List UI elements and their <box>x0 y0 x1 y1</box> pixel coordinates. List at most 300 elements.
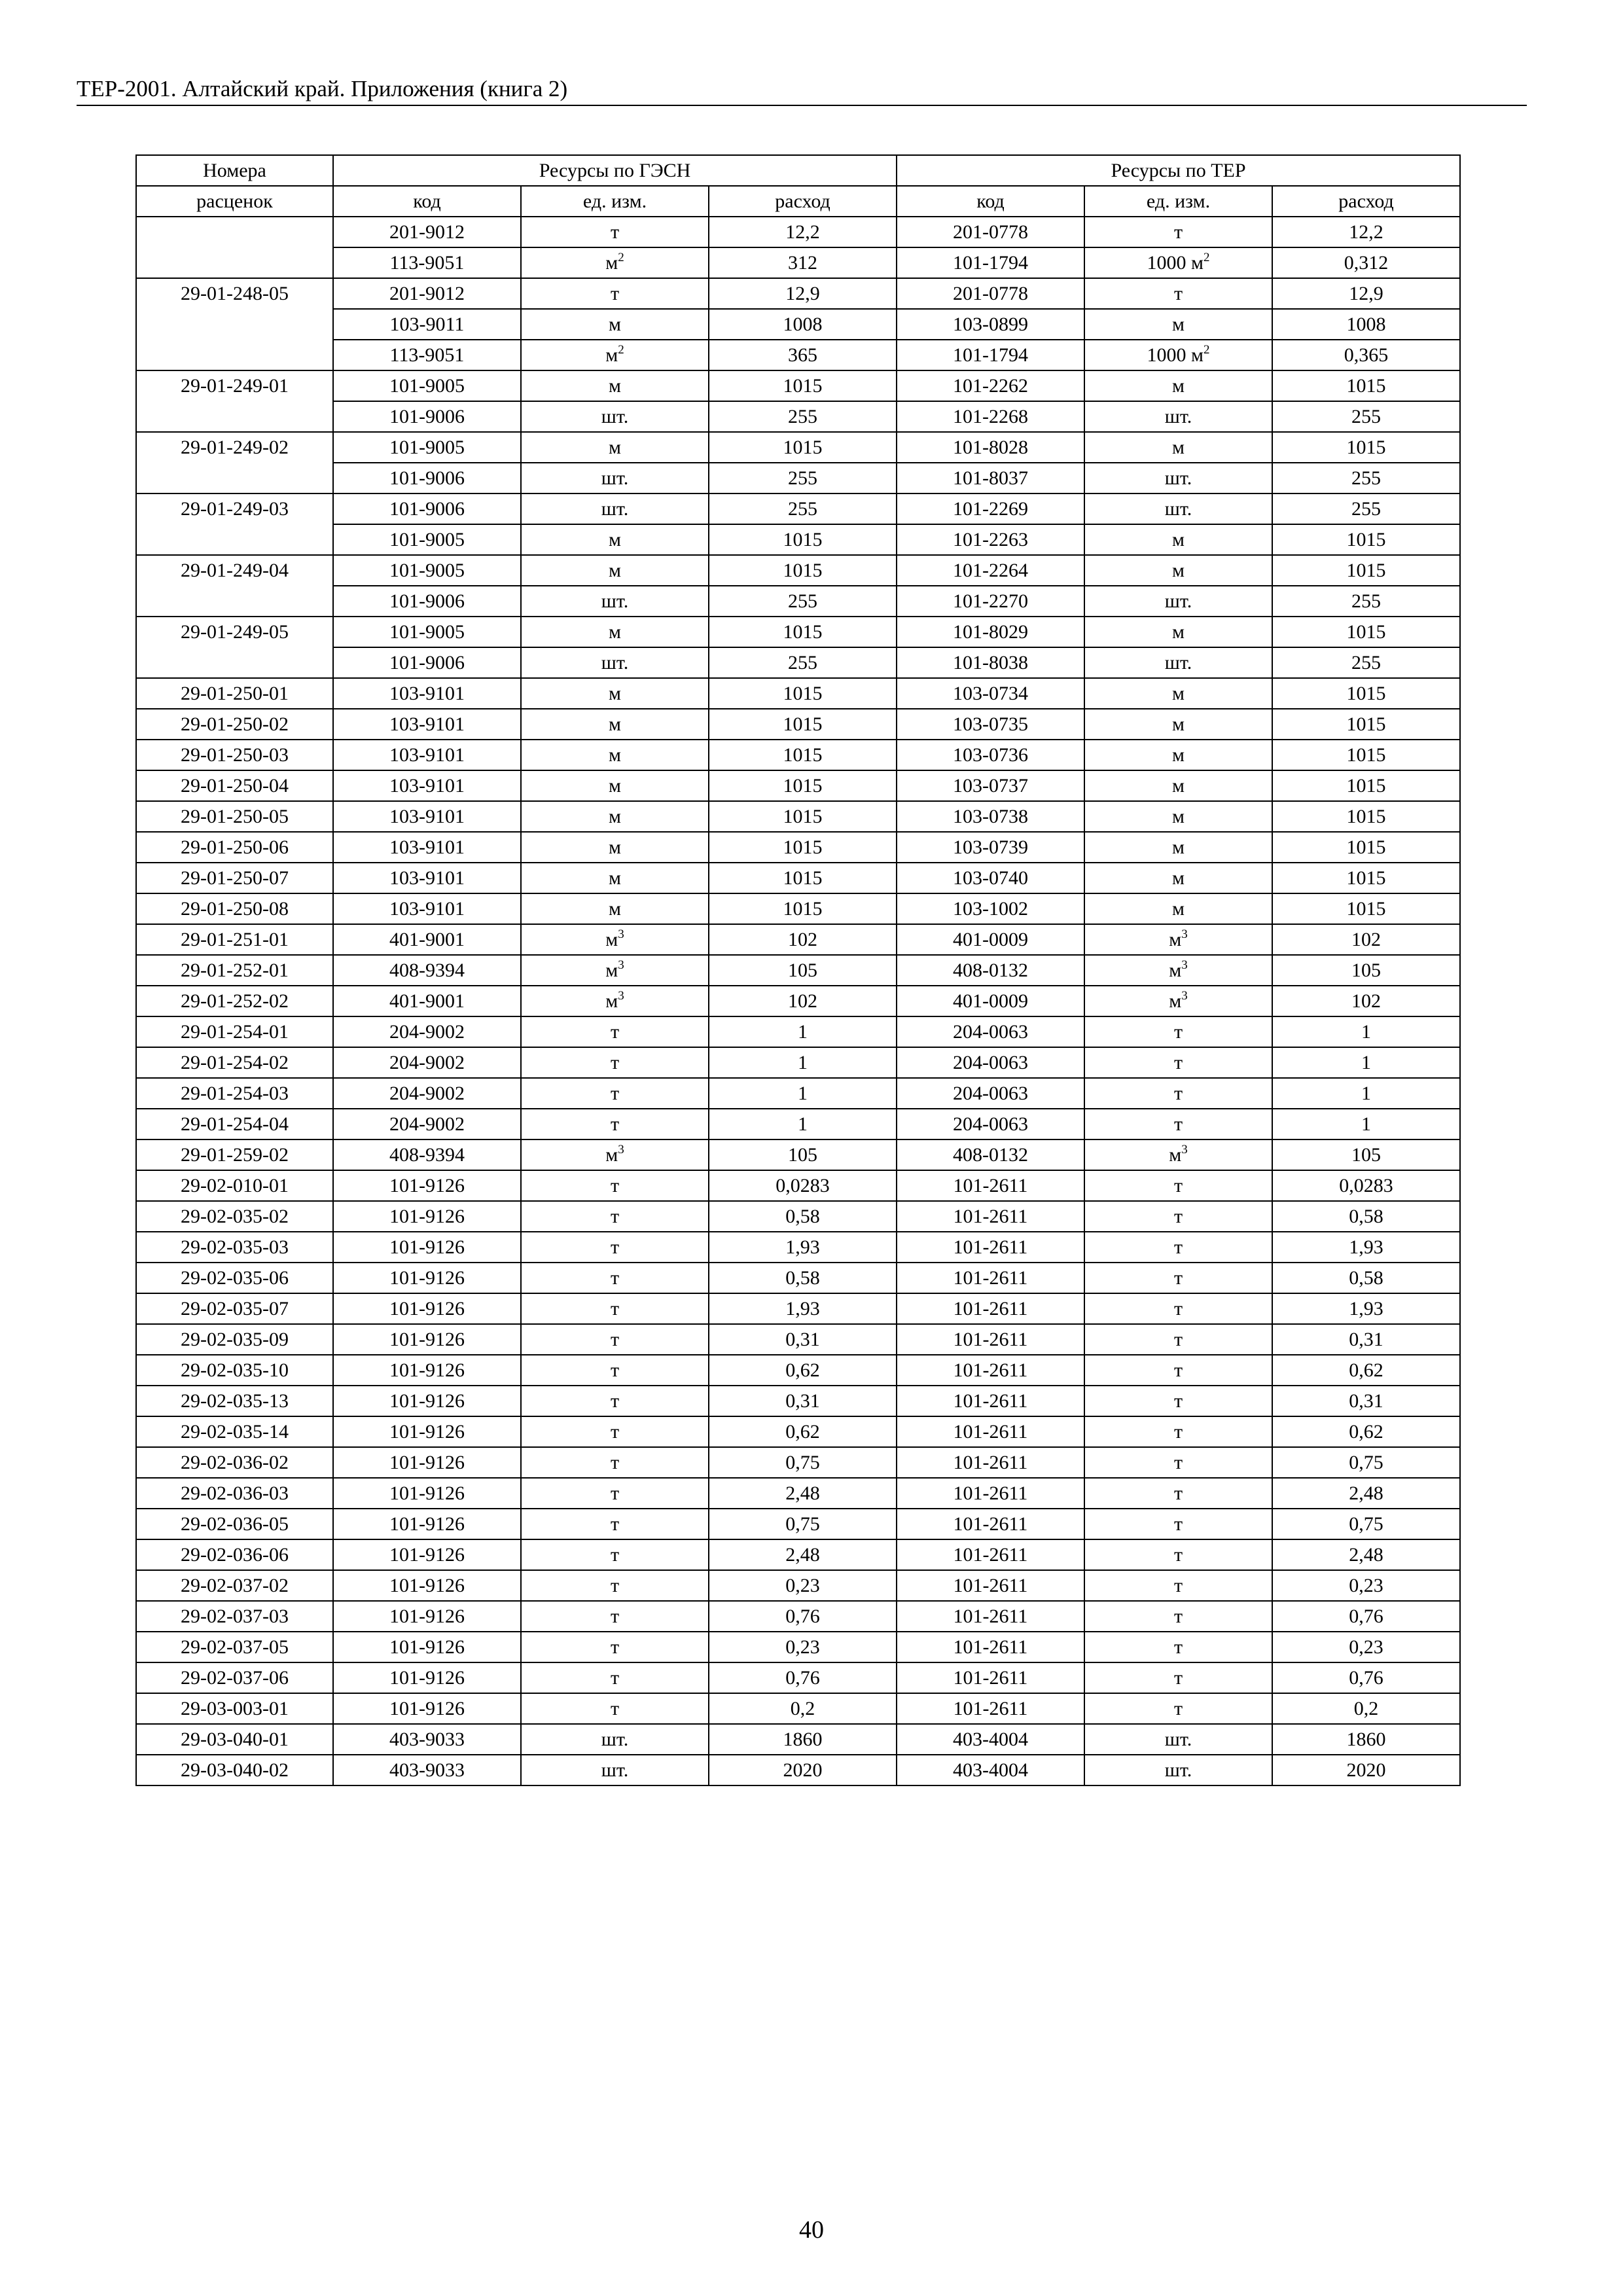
ter-code-cell-text: 101-1794 <box>953 252 1028 274</box>
ter-unit-cell-text: м <box>1172 621 1185 643</box>
ter-unit-cell-text: т <box>1173 1482 1183 1504</box>
ter-unit-cell <box>1084 1324 1272 1355</box>
ter-code-cell <box>897 801 1084 832</box>
unit-exponent: 3 <box>1181 958 1188 972</box>
ter-unit-cell <box>1084 1386 1272 1416</box>
gesn-code-cell-text: 101-9005 <box>389 560 465 581</box>
ter-qty-cell-text: 0,0283 <box>1339 1175 1393 1196</box>
ter-qty-cell <box>1272 463 1460 493</box>
ter-qty-cell <box>1272 524 1460 555</box>
table-row <box>136 955 1460 986</box>
ter-code-cell-text: 103-0736 <box>953 744 1028 766</box>
gesn-code-cell-text: 101-9126 <box>389 1175 465 1196</box>
ter-code-cell-text: 103-0737 <box>953 775 1028 797</box>
gesn-code-cell <box>333 1016 521 1047</box>
ter-qty-cell-text: 1008 <box>1346 314 1386 335</box>
gesn-qty-cell-text: 1015 <box>783 683 823 704</box>
table-row <box>136 1170 1460 1201</box>
gesn-unit-cell-text: м <box>609 713 621 735</box>
rate-number-cell: 29-03-040-01 <box>136 1724 333 1755</box>
rate-number-cell: 29-02-035-07 <box>136 1293 333 1324</box>
gesn-unit-cell <box>521 678 709 709</box>
gesn-qty-cell <box>709 493 897 524</box>
ter-qty-cell <box>1272 1324 1460 1355</box>
table-row <box>136 493 1460 524</box>
gesn-qty-cell <box>709 1509 897 1539</box>
gesn-qty-cell <box>709 1109 897 1139</box>
ter-unit-cell-text: м <box>1169 990 1182 1012</box>
rate-number-cell: 29-01-249-04 <box>136 555 333 617</box>
ter-qty-cell-text: 255 <box>1351 467 1381 489</box>
gesn-code-cell-text: 101-9006 <box>389 406 465 427</box>
ter-code-cell <box>897 1201 1084 1232</box>
ter-code-cell-text: 101-2268 <box>953 406 1028 427</box>
rate-number-cell: 29-01-250-04 <box>136 770 333 801</box>
table-row <box>136 1201 1460 1232</box>
ter-unit-cell <box>1084 893 1272 924</box>
gesn-unit-cell-text: м <box>609 314 621 335</box>
gesn-unit-cell-text: шт. <box>601 406 629 427</box>
ter-qty-cell-text: 255 <box>1351 406 1381 427</box>
document-title: ТЕР-2001. Алтайский край. Приложения (книга 2) <box>77 76 568 101</box>
gesn-unit-cell-text: м <box>609 775 621 797</box>
table-row <box>136 924 1460 955</box>
gesn-unit-cell-text: м <box>609 375 621 397</box>
gesn-code-cell <box>333 924 521 955</box>
ter-code-cell-text: 408-0132 <box>953 1144 1028 1166</box>
ter-qty-cell <box>1272 555 1460 586</box>
gesn-qty-cell-text: 1008 <box>783 314 823 335</box>
ter-unit-cell-text: т <box>1173 1544 1183 1566</box>
gesn-unit-cell <box>521 863 709 893</box>
ter-unit-cell <box>1084 647 1272 678</box>
ter-code-cell <box>897 493 1084 524</box>
gesn-code-cell <box>333 709 521 740</box>
gesn-qty-cell-text: 0,58 <box>785 1267 820 1289</box>
gesn-qty-cell-text: 1 <box>798 1083 808 1104</box>
ter-code-cell-text: 103-1002 <box>953 898 1028 920</box>
gesn-qty-cell-text: 255 <box>788 406 817 427</box>
ter-qty-cell <box>1272 370 1460 401</box>
gesn-code-cell-text: 103-9101 <box>389 683 465 704</box>
gesn-qty-cell <box>709 1139 897 1170</box>
ter-qty-cell-text: 102 <box>1351 990 1381 1012</box>
gesn-qty-cell <box>709 647 897 678</box>
gesn-unit-cell <box>521 1724 709 1755</box>
gesn-qty-cell-text: 312 <box>788 252 817 274</box>
ter-qty-cell <box>1272 1724 1460 1755</box>
gesn-qty-cell-text: 1015 <box>783 867 823 889</box>
resources-table <box>135 154 1461 1786</box>
table-header-row <box>136 155 1460 186</box>
gesn-code-cell-text: 101-9126 <box>389 1636 465 1658</box>
ter-unit-cell-text: м <box>1172 744 1185 766</box>
ter-code-cell <box>897 678 1084 709</box>
gesn-qty-cell-text: 0,76 <box>785 1667 820 1689</box>
ter-code-cell-text: 101-2611 <box>953 1605 1028 1627</box>
ter-code-cell <box>897 217 1084 247</box>
gesn-code-cell <box>333 1293 521 1324</box>
gesn-unit-cell <box>521 924 709 955</box>
ter-code-cell-text: 101-8028 <box>953 437 1028 458</box>
gesn-unit-cell <box>521 1232 709 1263</box>
ter-unit-cell-text: т <box>1173 1206 1183 1227</box>
ter-qty-cell <box>1272 1078 1460 1109</box>
ter-unit-cell-text: м <box>1172 775 1185 797</box>
header-rate-bottom: расценок <box>136 186 333 217</box>
ter-qty-cell-text: 1015 <box>1346 898 1386 920</box>
rate-number-cell: 29-02-037-06 <box>136 1662 333 1693</box>
gesn-qty-cell <box>709 1755 897 1785</box>
gesn-qty-cell <box>709 863 897 893</box>
gesn-qty-cell <box>709 401 897 432</box>
table-row <box>136 1016 1460 1047</box>
gesn-unit-cell-text: шт. <box>601 1759 629 1781</box>
gesn-code-cell-text: 101-9126 <box>389 1267 465 1289</box>
gesn-qty-cell-text: 1015 <box>783 560 823 581</box>
table-row <box>136 832 1460 863</box>
ter-qty-cell-text: 1015 <box>1346 775 1386 797</box>
gesn-code-cell <box>333 340 521 370</box>
unit-exponent: 3 <box>618 958 624 972</box>
ter-code-cell <box>897 1693 1084 1724</box>
ter-qty-cell <box>1272 1263 1460 1293</box>
ter-unit-cell <box>1084 1016 1272 1047</box>
ter-code-cell-text: 101-8038 <box>953 652 1028 673</box>
gesn-code-cell <box>333 217 521 247</box>
ter-qty-cell-text: 0,58 <box>1349 1206 1383 1227</box>
gesn-code-cell <box>333 801 521 832</box>
gesn-code-cell-text: 103-9101 <box>389 806 465 827</box>
gesn-qty-cell-text: 0,0283 <box>776 1175 830 1196</box>
gesn-unit-cell <box>521 709 709 740</box>
table-row <box>136 278 1460 309</box>
gesn-qty-cell-text: 1015 <box>783 621 823 643</box>
ter-unit-cell-text: т <box>1173 1052 1183 1073</box>
ter-qty-cell-text: 1015 <box>1346 713 1386 735</box>
gesn-qty-cell <box>709 1232 897 1263</box>
ter-code-cell-text: 403-4004 <box>953 1729 1028 1750</box>
ter-code-cell <box>897 1324 1084 1355</box>
gesn-unit-cell <box>521 1416 709 1447</box>
ter-unit-cell <box>1084 401 1272 432</box>
gesn-code-cell-text: 103-9101 <box>389 836 465 858</box>
ter-qty-cell-text: 1,93 <box>1349 1236 1383 1258</box>
ter-code-cell-text: 101-2611 <box>953 1513 1028 1535</box>
gesn-unit-cell-text: т <box>610 1667 620 1689</box>
ter-unit-cell <box>1084 1263 1272 1293</box>
gesn-qty-cell-text: 1015 <box>783 775 823 797</box>
gesn-unit-cell-text: т <box>610 1175 620 1196</box>
rate-number-cell: 29-02-036-06 <box>136 1539 333 1570</box>
ter-code-cell-text: 101-2269 <box>953 498 1028 520</box>
ter-qty-cell-text: 0,31 <box>1349 1329 1383 1350</box>
ter-qty-cell-text: 105 <box>1351 1144 1381 1166</box>
table-row <box>136 986 1460 1016</box>
ter-code-cell-text: 408-0132 <box>953 960 1028 981</box>
gesn-unit-cell-text: т <box>610 1482 620 1504</box>
gesn-unit-cell <box>521 432 709 463</box>
ter-qty-cell-text: 0,2 <box>1353 1698 1379 1719</box>
gesn-code-cell <box>333 1693 521 1724</box>
ter-code-cell-text: 101-2611 <box>953 1698 1028 1719</box>
table-row <box>136 1324 1460 1355</box>
gesn-code-cell <box>333 247 521 278</box>
ter-code-cell-text: 103-0899 <box>953 314 1028 335</box>
ter-qty-cell <box>1272 1170 1460 1201</box>
gesn-qty-cell-text: 1015 <box>783 437 823 458</box>
gesn-unit-cell <box>521 770 709 801</box>
ter-qty-cell <box>1272 770 1460 801</box>
gesn-qty-cell-text: 2,48 <box>785 1482 820 1504</box>
gesn-qty-cell-text: 0,62 <box>785 1421 820 1443</box>
table-row <box>136 678 1460 709</box>
ter-qty-cell-text: 0,75 <box>1349 1452 1383 1473</box>
ter-unit-cell-text: т <box>1173 1175 1183 1196</box>
gesn-qty-cell-text: 0,2 <box>790 1698 815 1719</box>
gesn-code-cell <box>333 678 521 709</box>
unit-exponent: 2 <box>618 343 624 357</box>
ter-unit-cell <box>1084 801 1272 832</box>
ter-code-cell-text: 401-0009 <box>953 990 1028 1012</box>
ter-qty-cell <box>1272 586 1460 617</box>
ter-unit-cell <box>1084 924 1272 955</box>
gesn-unit-cell-text: м <box>605 252 618 274</box>
gesn-unit-cell <box>521 1693 709 1724</box>
gesn-code-cell-text: 101-9006 <box>389 498 465 520</box>
ter-unit-cell <box>1084 217 1272 247</box>
ter-unit-cell <box>1084 370 1272 401</box>
gesn-qty-cell-text: 0,31 <box>785 1329 820 1350</box>
rate-number-cell: 29-01-252-02 <box>136 986 333 1016</box>
gesn-unit-cell-text: т <box>610 221 620 243</box>
gesn-unit-cell-text: шт. <box>601 498 629 520</box>
gesn-unit-cell-text: м <box>605 960 618 981</box>
gesn-code-cell <box>333 1509 521 1539</box>
gesn-qty-cell-text: 1860 <box>783 1729 823 1750</box>
ter-unit-cell-text: т <box>1173 1605 1183 1627</box>
gesn-qty-cell <box>709 1047 897 1078</box>
ter-code-cell-text: 101-2611 <box>953 1329 1028 1350</box>
rate-number-cell: 29-01-254-02 <box>136 1047 333 1078</box>
ter-code-cell-text: 201-0778 <box>953 283 1028 304</box>
header-gesn-code: код <box>333 186 521 217</box>
ter-code-cell <box>897 709 1084 740</box>
gesn-unit-cell-text: м <box>609 529 621 550</box>
gesn-code-cell <box>333 770 521 801</box>
ter-unit-cell-text: т <box>1173 1452 1183 1473</box>
gesn-qty-cell <box>709 1478 897 1509</box>
table-row <box>136 1386 1460 1416</box>
ter-unit-cell-text: м <box>1172 806 1185 827</box>
gesn-code-cell-text: 401-9001 <box>389 929 465 950</box>
header-gesn-unit: ед. изм. <box>521 186 709 217</box>
ter-unit-cell <box>1084 709 1272 740</box>
ter-code-cell <box>897 863 1084 893</box>
gesn-qty-cell-text: 0,75 <box>785 1452 820 1473</box>
gesn-qty-cell <box>709 1324 897 1355</box>
gesn-unit-cell <box>521 832 709 863</box>
gesn-qty-cell <box>709 586 897 617</box>
rate-number-cell: 29-01-250-07 <box>136 863 333 893</box>
gesn-unit-cell <box>521 217 709 247</box>
gesn-code-cell-text: 101-9005 <box>389 529 465 550</box>
gesn-unit-cell <box>521 955 709 986</box>
ter-qty-cell <box>1272 678 1460 709</box>
gesn-qty-cell <box>709 432 897 463</box>
gesn-unit-cell <box>521 1324 709 1355</box>
gesn-unit-cell-text: м <box>609 836 621 858</box>
gesn-code-cell-text: 408-9394 <box>389 1144 465 1166</box>
ter-qty-cell-text: 0,76 <box>1349 1605 1383 1627</box>
table-row <box>136 1232 1460 1263</box>
ter-code-cell-text: 101-2263 <box>953 529 1028 550</box>
ter-code-cell-text: 201-0778 <box>953 221 1028 243</box>
gesn-unit-cell <box>521 370 709 401</box>
gesn-code-cell-text: 101-9126 <box>389 1698 465 1719</box>
gesn-code-cell-text: 103-9101 <box>389 867 465 889</box>
rate-number-cell: 29-02-035-09 <box>136 1324 333 1355</box>
ter-code-cell <box>897 370 1084 401</box>
gesn-unit-cell <box>521 555 709 586</box>
gesn-qty-cell <box>709 1170 897 1201</box>
gesn-code-cell-text: 204-9002 <box>389 1083 465 1104</box>
ter-qty-cell <box>1272 832 1460 863</box>
ter-code-cell <box>897 617 1084 647</box>
unit-exponent: 3 <box>618 927 624 941</box>
rate-number-cell: 29-01-249-01 <box>136 370 333 432</box>
gesn-unit-cell-text: шт. <box>601 1729 629 1750</box>
ter-qty-cell <box>1272 217 1460 247</box>
gesn-unit-cell <box>521 617 709 647</box>
ter-qty-cell-text: 1860 <box>1346 1729 1386 1750</box>
ter-code-cell-text: 403-4004 <box>953 1759 1028 1781</box>
ter-code-cell <box>897 1047 1084 1078</box>
gesn-code-cell-text: 403-9033 <box>389 1759 465 1781</box>
ter-unit-cell <box>1084 555 1272 586</box>
table-row <box>136 340 1460 370</box>
gesn-qty-cell <box>709 893 897 924</box>
rate-number-cell: 29-01-254-03 <box>136 1078 333 1109</box>
gesn-qty-cell <box>709 1662 897 1693</box>
ter-code-cell <box>897 463 1084 493</box>
gesn-qty-cell <box>709 617 897 647</box>
ter-qty-cell <box>1272 893 1460 924</box>
gesn-qty-cell-text: 0,75 <box>785 1513 820 1535</box>
gesn-code-cell-text: 103-9011 <box>389 314 465 335</box>
ter-unit-cell <box>1084 1047 1272 1078</box>
unit-exponent: 2 <box>1203 251 1210 264</box>
gesn-code-cell-text: 101-9126 <box>389 1206 465 1227</box>
ter-code-cell <box>897 247 1084 278</box>
table-row <box>136 647 1460 678</box>
table-row <box>136 1447 1460 1478</box>
ter-qty-cell <box>1272 309 1460 340</box>
gesn-code-cell <box>333 1232 521 1263</box>
gesn-unit-cell-text: т <box>610 1359 620 1381</box>
ter-qty-cell-text: 0,23 <box>1349 1636 1383 1658</box>
rate-number-cell: 29-01-250-06 <box>136 832 333 863</box>
gesn-code-cell <box>333 1416 521 1447</box>
gesn-code-cell <box>333 1447 521 1478</box>
gesn-code-cell-text: 101-9126 <box>389 1329 465 1350</box>
gesn-unit-cell-text: т <box>610 283 620 304</box>
table-row <box>136 863 1460 893</box>
gesn-qty-cell <box>709 1293 897 1324</box>
ter-qty-cell <box>1272 1201 1460 1232</box>
table-row <box>136 801 1460 832</box>
rate-number-cell: 29-01-250-08 <box>136 893 333 924</box>
rate-number-cell: 29-02-036-02 <box>136 1447 333 1478</box>
gesn-unit-cell-text: м <box>609 867 621 889</box>
gesn-unit-cell-text: т <box>610 1329 620 1350</box>
ter-code-cell <box>897 1570 1084 1601</box>
header-ter-qty: расход <box>1272 186 1460 217</box>
ter-code-cell <box>897 309 1084 340</box>
gesn-code-cell <box>333 1539 521 1570</box>
ter-qty-cell-text: 1 <box>1361 1052 1371 1073</box>
ter-qty-cell <box>1272 986 1460 1016</box>
table-row <box>136 1078 1460 1109</box>
gesn-qty-cell-text: 1015 <box>783 836 823 858</box>
ter-qty-cell-text: 12,9 <box>1349 283 1383 304</box>
gesn-unit-cell <box>521 1539 709 1570</box>
gesn-unit-cell <box>521 1570 709 1601</box>
ter-qty-cell-text: 1 <box>1361 1113 1371 1135</box>
ter-qty-cell-text: 2,48 <box>1349 1544 1383 1566</box>
ter-unit-cell-text: м <box>1172 437 1185 458</box>
gesn-code-cell-text: 101-9006 <box>389 467 465 489</box>
ter-code-cell <box>897 1755 1084 1785</box>
gesn-unit-cell <box>521 1109 709 1139</box>
ter-code-cell <box>897 1509 1084 1539</box>
ter-code-cell-text: 101-8029 <box>953 621 1028 643</box>
ter-qty-cell-text: 1015 <box>1346 529 1386 550</box>
table-row <box>136 432 1460 463</box>
gesn-unit-cell <box>521 278 709 309</box>
gesn-unit-cell <box>521 986 709 1016</box>
gesn-code-cell <box>333 1324 521 1355</box>
rate-number-cell: 29-01-251-01 <box>136 924 333 955</box>
ter-code-cell-text: 103-0740 <box>953 867 1028 889</box>
ter-code-cell <box>897 1386 1084 1416</box>
gesn-code-cell-text: 103-9101 <box>389 744 465 766</box>
rate-number-cell: 29-02-010-01 <box>136 1170 333 1201</box>
gesn-unit-cell-text: т <box>610 1544 620 1566</box>
ter-code-cell <box>897 586 1084 617</box>
rate-number-cell: 29-02-035-14 <box>136 1416 333 1447</box>
ter-qty-cell <box>1272 924 1460 955</box>
gesn-qty-cell-text: 2,48 <box>785 1544 820 1566</box>
ter-unit-cell <box>1084 1293 1272 1324</box>
table-row <box>136 1755 1460 1785</box>
gesn-qty-cell-text: 0,23 <box>785 1575 820 1596</box>
gesn-unit-cell <box>521 1078 709 1109</box>
ter-unit-cell-text: шт. <box>1164 406 1192 427</box>
ter-qty-cell <box>1272 1632 1460 1662</box>
gesn-unit-cell-text: т <box>610 1267 620 1289</box>
table-row <box>136 1724 1460 1755</box>
ter-qty-cell <box>1272 1601 1460 1632</box>
gesn-unit-cell <box>521 1509 709 1539</box>
ter-qty-cell-text: 255 <box>1351 498 1381 520</box>
gesn-unit-cell <box>521 247 709 278</box>
ter-code-cell-text: 204-0063 <box>953 1113 1028 1135</box>
ter-unit-cell-text: т <box>1173 1421 1183 1443</box>
ter-unit-cell-text: м <box>1172 713 1185 735</box>
ter-code-cell-text: 204-0063 <box>953 1021 1028 1043</box>
gesn-code-cell-text: 201-9012 <box>389 221 465 243</box>
